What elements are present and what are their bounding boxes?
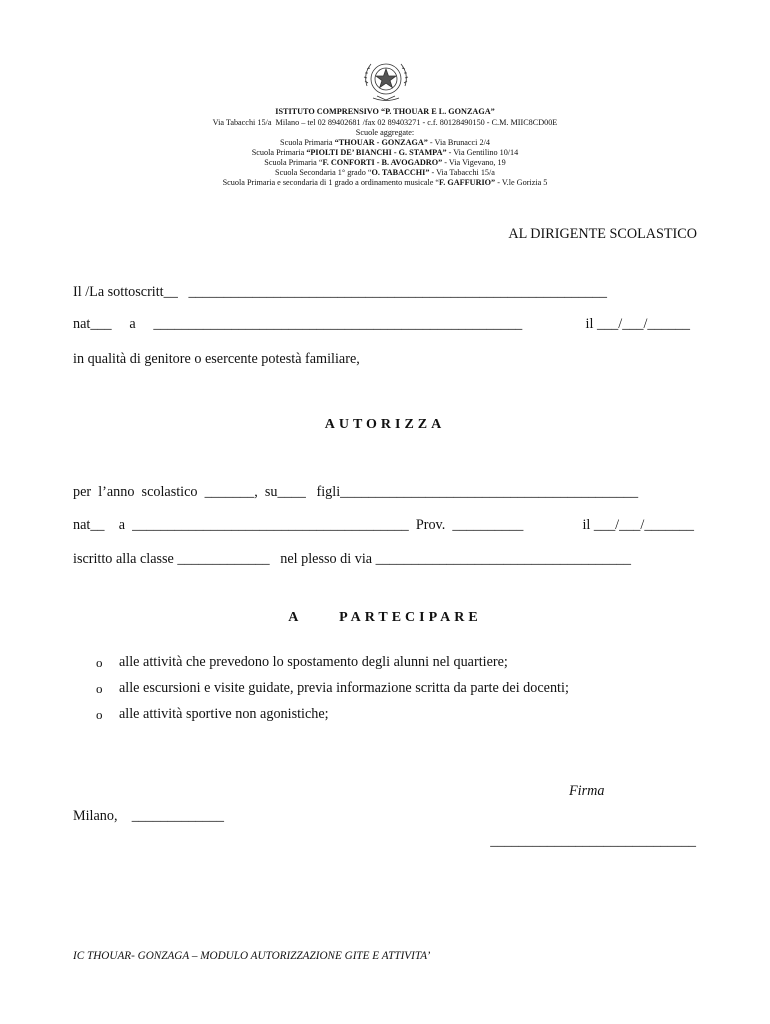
schools-label: Scuole aggregate:: [355, 128, 415, 137]
birth-place-line: nat___ a ____________________________________________________: [73, 316, 523, 332]
school-name: ISTITUTO COMPRENSIVO “P. THOUAR E L. GONZAGA”: [275, 107, 495, 116]
partecipare-title: A PARTECIPARE: [288, 610, 482, 625]
child-birth-date-line: il ___/___/_______: [582, 517, 694, 533]
school-address: Via Tabacchi 15/a Milano – tel 02 89402681 /fax 02 89403271 - c.f. 80128490150 - C.M. MIIC8CD00E: [212, 118, 558, 127]
signer-name-line: Il /La sottoscritt__ ___________________________________________________________: [73, 284, 607, 300]
autorizza-title: AUTORIZZA: [324, 417, 446, 432]
school-line: Scuola Primaria “PIOLTI DE’ BIANCHI - G. STAMPA” - Via Gentilino 10/14: [251, 148, 519, 157]
option-escursioni: alle escursioni e visite guidate, previa informazione scritta da parte dei docenti;: [119, 680, 569, 696]
option-sportive: alle attività sportive non agonistiche;: [119, 706, 329, 722]
republic-emblem-icon: [359, 56, 413, 106]
option-bullet: o: [96, 707, 103, 722]
footer-text: IC THOUAR- GONZAGA – MODULO AUTORIZZAZIONE GITE E ATTIVITA’: [73, 950, 431, 962]
school-line: Scuola Primaria “F. CONFORTI - B. AVOGADRO” - Via Vigevano, 19: [264, 158, 506, 167]
signature-line: _____________________________: [490, 833, 696, 849]
school-year-line: per l’anno scolastico _______, su____ figli__________________________________________: [73, 484, 639, 500]
school-line: Scuola Secondaria 1° grado “O. TABACCHI” - Via Tabacchi 15/a: [275, 168, 495, 177]
place-date-line: Milano, _____________: [73, 808, 224, 824]
option-bullet: o: [96, 681, 103, 696]
class-line: iscritto alla classe _____________ nel plesso di via ____________________________________: [73, 551, 631, 567]
birth-date-line: il ___/___/______: [585, 316, 690, 332]
parent-role-line: in qualità di genitore o esercente potestà familiare,: [73, 351, 360, 367]
recipient: AL DIRIGENTE SCOLASTICO: [508, 226, 697, 242]
option-bullet: o: [96, 655, 103, 670]
child-birth-line: nat__ a _______________________________________ Prov. __________: [73, 517, 524, 533]
school-line: Scuola Primaria “THOUAR - GONZAGA” - Via Brunacci 2/4: [280, 138, 490, 147]
school-line: Scuola Primaria e secondaria di 1 grado a ordinamento musicale “F. GAFFURIO” - V.le Gorizia 5: [222, 178, 548, 187]
signature-label: Firma: [569, 783, 605, 799]
option-quartiere: alle attività che prevedono lo spostamento degli alunni nel quartiere;: [119, 654, 508, 670]
